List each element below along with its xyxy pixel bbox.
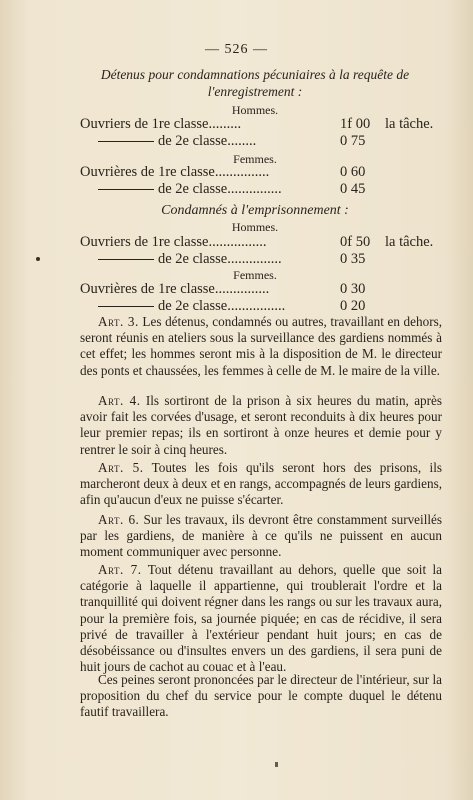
row-label: de 2e classe: [158, 298, 228, 314]
row-label: de 2e classe: [158, 251, 228, 267]
ditto-dash: [98, 306, 154, 307]
row-label: de 2e classe: [158, 181, 228, 197]
article-label: Art. 6.: [98, 512, 140, 527]
ditto-dash: [98, 259, 154, 260]
article-6: [80, 512, 442, 561]
section1-women-row-1: Ouvrières de 1re classe............... 0 60: [80, 164, 366, 180]
ditto-dash: [98, 189, 154, 190]
section1-group-women: Femmes.: [233, 152, 277, 166]
row-value: 0 35: [340, 251, 366, 267]
article-7: [80, 562, 442, 675]
ink-mark: [275, 762, 278, 767]
section1-group-men: Hommes.: [231, 103, 279, 117]
row-unit: la tâche.: [385, 234, 434, 250]
section1-men-row-1: Ouvriers de 1re classe......... 1f 00 la tâche.: [80, 116, 434, 132]
section2-men-row-1: Ouvriers de 1re classe................ 0f 50 la tâche.: [80, 234, 434, 250]
article-text: Toutes les fois qu'ils seront hors des prisons, ils marcheront deux à deux et en rangs, accompagnés de leurs gardiens, afin qu'aucun d'eux ne puisse s'écarter.: [80, 460, 442, 508]
section2-women-row-2: de 2e classe................ 0 20: [80, 298, 440, 316]
section2-group-women: Femmes.: [233, 268, 277, 282]
row-value: 0 75: [340, 133, 366, 149]
article-3: [80, 314, 442, 379]
row-unit: la tâche.: [385, 116, 434, 132]
article-label: Art. 3.: [98, 314, 139, 329]
row-label: Ouvrières de 1re classe: [80, 281, 215, 297]
ink-speck: [36, 257, 40, 261]
article-label: Art. 4.: [98, 393, 141, 408]
page-number: — 526 —: [205, 42, 268, 57]
article-text: Tout détenu travaillant au dehors, quelle que soit la catégorie à laquelle il appartienne, qui troublerait l'ordre et la tranquillité qui doivent régner dans les rangs ou sur les travaux aura, pour la première fois, sa journée piquée; en cas de récidive, il sera privé de travailler à l'extérieur pendant huit jours; en cas de désobéissance ou d'insultes envers un des gardiens, il sera puni de huit jours de cachot au couac et à l'eau.: [80, 562, 442, 675]
article-4: [80, 393, 442, 458]
ditto-dash: [98, 141, 154, 142]
section2-group-men: Hommes.: [231, 220, 279, 234]
article-5: [80, 460, 442, 509]
section1-men-row-2: de 2e classe........ 0 75: [80, 133, 440, 151]
section2-men-row-2: de 2e classe............... 0 35: [80, 251, 440, 269]
section2-title: Condamnés à l'emprisonnement :: [161, 203, 349, 218]
row-value: 0f 50: [340, 234, 371, 250]
closing-paragraph: Ces peines seront prononcées par le directeur de l'intérieur, sur la proposition du chef du service pour le compte duquel le détenu fautif travaillera.: [80, 672, 442, 720]
article-text: Sur les travaux, ils devront être constamment surveillés par les gardiens, de manière à ce qu'ils ne puissent en aucun moment communiquer avec personne.: [80, 512, 443, 560]
row-value: 0 45: [340, 181, 366, 197]
article-text: Ils sortiront de la prison à six heures du matin, après avoir fait les corvées d'usage, et seront reconduits à dix heures pour leur premier repas; ils en sortiront à onze heures et demie pour y rentrer le soir à cinq heures.: [80, 393, 443, 457]
section1-women-row-2: de 2e classe............... 0 45: [80, 181, 440, 199]
row-label: de 2e classe: [158, 133, 228, 149]
row-label: Ouvriers de 1re classe: [80, 116, 209, 132]
section2-women-row-1: Ouvrières de 1re classe............... 0 30: [80, 281, 366, 297]
row-value: 0 30: [340, 281, 366, 297]
row-value: 1f 00: [340, 116, 371, 132]
article-label: Art. 7.: [98, 562, 142, 577]
article-text: Les détenus, condamnés ou autres, travaillant en dehors, seront réunis en ateliers sous la surveillance des gardiens nommés à cet effet; les hommes seront mis à la disposition de M. le directeur des ponts et chaussées, les femmes à celle de M. le maire de la ville.: [80, 314, 443, 378]
row-label: Ouvriers de 1re classe: [80, 234, 209, 250]
article-label: Art. 5.: [98, 460, 144, 475]
row-value: 0 60: [340, 164, 366, 180]
row-label: Ouvrières de 1re classe: [80, 164, 215, 180]
row-value: 0 20: [340, 298, 366, 314]
section1-title: Détenus pour condamnations pécuniaires à la requête de l'enregistrement :: [100, 67, 410, 99]
